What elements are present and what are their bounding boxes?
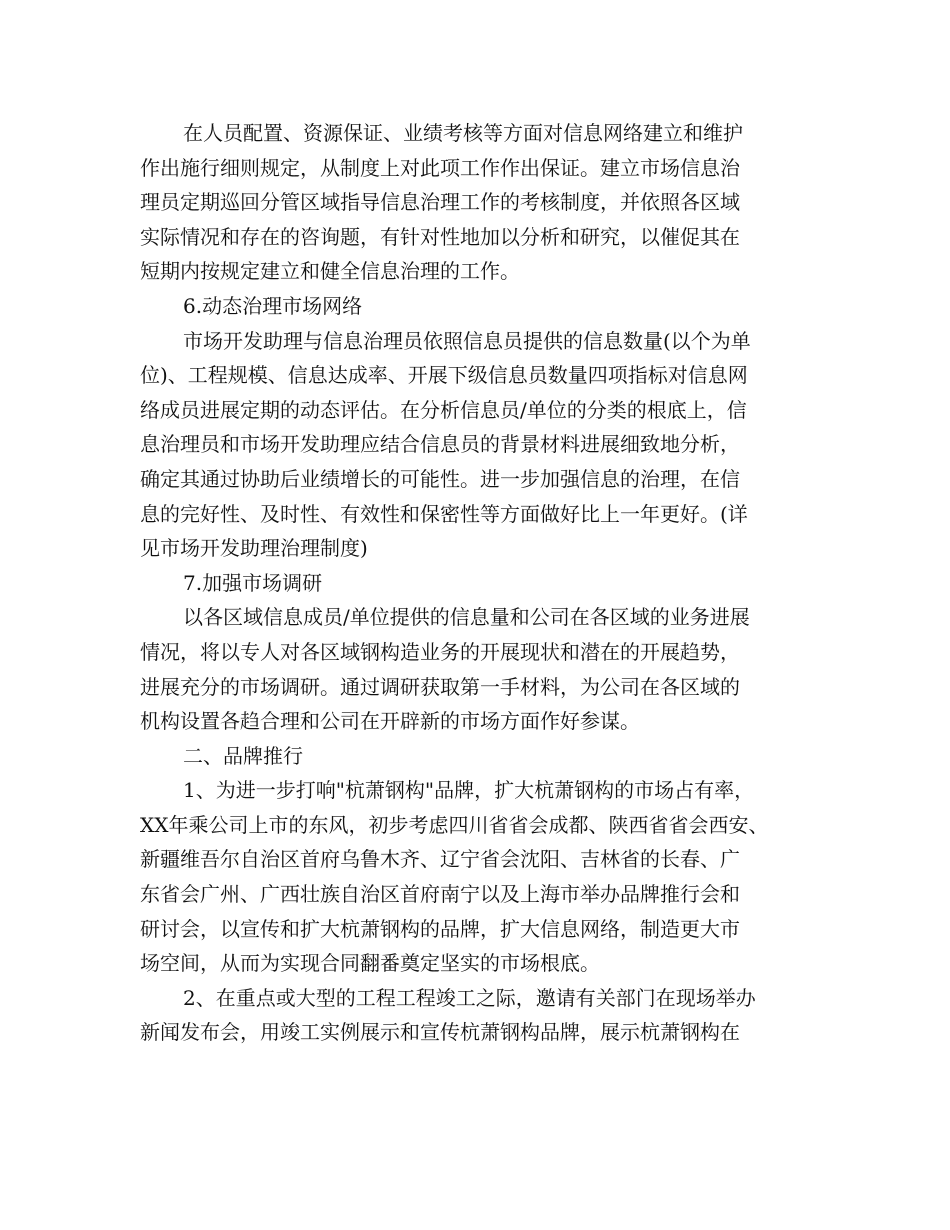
paragraph-line: 市场开发助理与信息治理员依照信息员提供的信息数量(以个为单 xyxy=(183,328,751,353)
paragraph-line: 确定其通过协助后业绩增长的可能性。进一步加强信息的治理，在信 xyxy=(140,466,740,491)
paragraph-line: 新闻发布会，用竣工实例展示和宣传杭萧钢构品牌，展示杭萧钢构在 xyxy=(140,1020,740,1045)
paragraph-line: 1、为进一步打响"杭萧钢构"品牌，扩大杭萧钢构的市场占有率， xyxy=(183,778,755,803)
paragraph-line: 理员定期巡回分管区域指导信息治理工作的考核制度，并依照各区域 xyxy=(140,190,740,215)
section-heading: 6.动态治理市场网络 xyxy=(183,293,363,318)
section-heading: 二、品牌推行 xyxy=(183,743,303,768)
document-body xyxy=(140,116,820,1050)
paragraph-line: 在人员配置、资源保证、业绩考核等方面对信息网络建立和维护 xyxy=(183,121,743,145)
paragraph-line: 络成员进展定期的动态评估。在分析信息员/单位的分类的根底上，信 xyxy=(140,397,747,422)
paragraph-line: 研讨会，以宣传和扩大杭萧钢构的品牌，扩大信息网络，制造更大市 xyxy=(140,916,740,941)
paragraph-line: 作出施行细则规定，从制度上对此项工作作出保证。建立市场信息治 xyxy=(140,155,740,180)
paragraph-line: XX年乘公司上市的东风，初步考虑四川省省会成都、陕西省省会西安、 xyxy=(140,812,769,837)
paragraph-line: 息治理员和市场开发助理应结合信息员的背景材料进展细致地分析， xyxy=(140,432,740,457)
paragraph-line: 机构设置各趋合理和公司在开辟新的市场方面作好参谋。 xyxy=(140,709,640,734)
paragraph-line: 进展充分的市场调研。通过调研获取第一手材料，为公司在各区域的 xyxy=(140,674,740,699)
paragraph-line: 以各区域信息成员/单位提供的信息量和公司在各区域的业务进展 xyxy=(183,605,750,630)
paragraph-line: 实际情况和存在的咨询题，有针对性地加以分析和研究，以催促其在 xyxy=(140,224,740,249)
paragraph-line: 见市场开发助理治理制度) xyxy=(140,536,368,561)
paragraph-line: 东省会广州、广西壮族自治区首府南宁以及上海市举办品牌推行会和 xyxy=(140,882,740,907)
paragraph-line: 位)、工程规模、信息达成率、开展下级信息员数量四项指标对信息网 xyxy=(140,363,748,388)
paragraph-line: 短期内按规定建立和健全信息治理的工作。 xyxy=(140,259,520,284)
paragraph-line: 息的完好性、及时性、有效性和保密性等方面做好比上一年更好。(详 xyxy=(140,501,748,526)
paragraph-line: 场空间，从而为实现合同翻番奠定坚实的市场根底。 xyxy=(140,951,600,976)
section-heading: 7.加强市场调研 xyxy=(183,570,323,595)
paragraph-line: 2、在重点或大型的工程工程竣工之际，邀请有关部门在现场举办 xyxy=(183,985,756,1010)
paragraph-line: 情况，将以专人对各区域钢构造业务的开展现状和潜在的开展趋势， xyxy=(140,639,740,664)
paragraph-line: 新疆维吾尔自治区首府乌鲁木齐、辽宁省会沈阳、吉林省的长春、广 xyxy=(140,847,740,872)
